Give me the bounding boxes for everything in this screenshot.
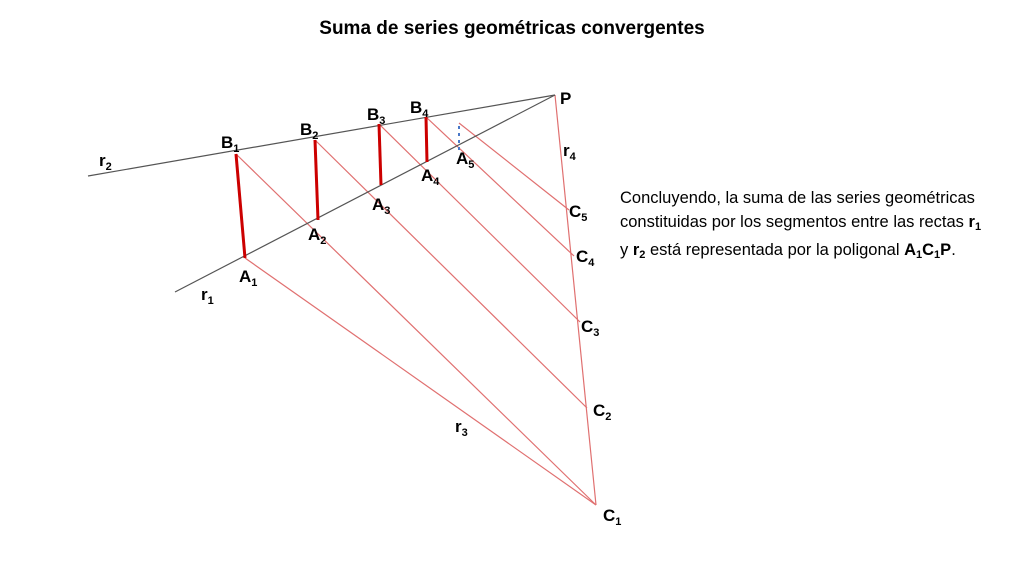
label-r1: $r_1$ <box>201 285 214 307</box>
construction-lines <box>236 95 596 505</box>
segment-a3-b3 <box>379 124 381 185</box>
parallel-line-b1-c1 <box>236 154 596 505</box>
base-lines <box>88 95 555 292</box>
line-r2 <box>88 95 555 176</box>
label-C3: $C_3$ <box>581 317 600 339</box>
label-r3: $r_3$ <box>455 417 468 439</box>
parallel-line-b3-c3 <box>379 124 580 322</box>
parallel-line-b4-c4 <box>426 117 574 256</box>
label-C2: $C_2$ <box>593 401 612 423</box>
label-B1: $B_1$ <box>221 133 240 155</box>
label-r4: $r_4$ <box>563 141 576 163</box>
line-r1 <box>175 95 555 292</box>
label-A4: $A_4$ <box>421 166 440 188</box>
label-A2: $A_2$ <box>308 225 327 247</box>
line-r3 <box>245 258 596 505</box>
parallel-line-b2-c2 <box>315 140 587 408</box>
label-A3: $A_3$ <box>372 195 391 217</box>
page-title: Suma de series geométricas convergentes <box>319 18 705 39</box>
conclusion-text: Concluyendo, la suma de las series geométricas constituidas por los segmentos entre las rectas $r_1$ y $r_2$ está representada por la poligonal $A_1C_1P$. <box>620 189 982 261</box>
label-A5: $A_5$ <box>456 149 475 171</box>
label-P: P <box>560 89 572 108</box>
label-A1: $A_1$ <box>239 267 258 289</box>
segment-a2-b2 <box>315 140 318 220</box>
segment-a1-b1 <box>236 154 245 258</box>
label-B2: $B_2$ <box>300 120 319 142</box>
label-C5: $C_5$ <box>569 202 588 224</box>
label-B4: $B_4$ <box>410 98 429 120</box>
label-C4: $C_4$ <box>576 247 595 269</box>
label-C1: $C_1$ <box>603 506 622 528</box>
label-r2: $r_2$ <box>99 151 112 173</box>
segment-a4-b4 <box>426 117 427 162</box>
label-B3: $B_3$ <box>367 105 386 127</box>
